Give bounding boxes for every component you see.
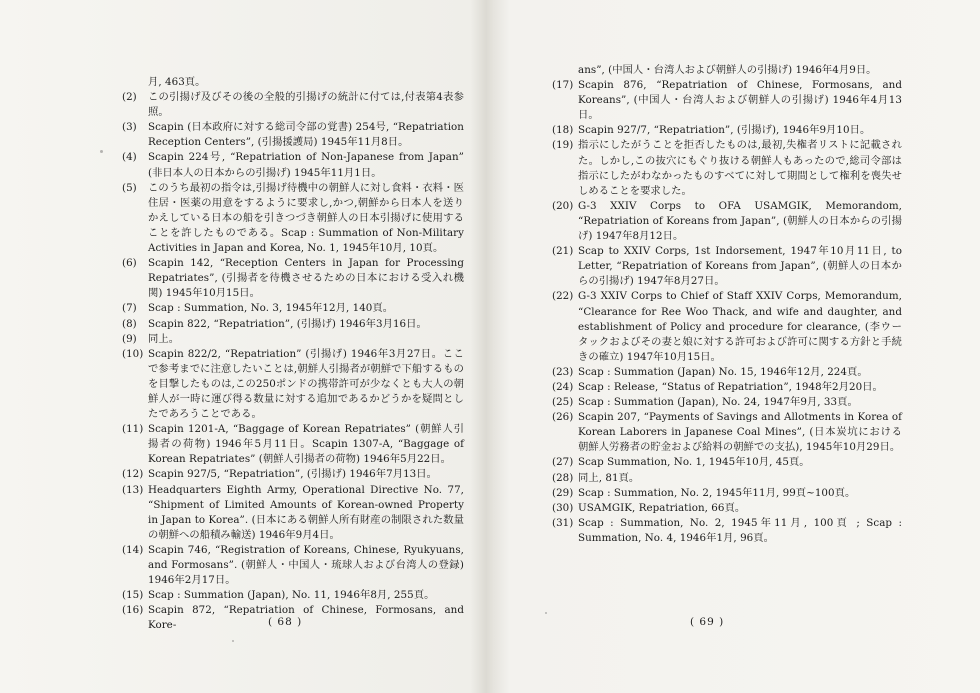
note-text: Scap to XXIV Corps, 1st Indorsement, 1947年10月11日, to Letter, “Repatriation of Koreans from Japan”, (朝鮮人の日本からの引揚げ) 1947年8月27日。 xyxy=(578,245,902,288)
note-text: このうち最初の指令は,引揚げ待機中の朝鮮人に対し食料・衣料・医住居・医薬の用意をするように要求し,かつ,朝鮮から日本人を送りかえしている日本の船を引きつづき朝鮮人の日本引揚げに使用することを許したものである。Scap : Summation of Non-Military Activities in Japan and Korea, No. 1, 1945年10月, 10頁。 xyxy=(148,181,464,255)
note-item xyxy=(122,422,464,467)
note-text: Scapin 822, “Repatriation”, (引揚げ) 1946年3月16日。 xyxy=(148,317,427,330)
note-number: (23) xyxy=(552,365,574,378)
note-item xyxy=(122,543,464,588)
note-number: (21) xyxy=(552,245,574,258)
note-item xyxy=(552,289,902,364)
note-item xyxy=(552,471,902,486)
note-text: Scapin 1201-A, “Baggage of Korean Repatriates” (朝鮮人引揚者の荷物) 1946年5月11日。Scapin 1307-A, “Baggage of Korean Repatriates” (朝鮮人引揚者の荷物) 1946年5月22日。 xyxy=(148,423,464,466)
note-text: Scapin 927/5, “Repatriation”, (引揚げ) 1946年7月13日。 xyxy=(148,468,437,481)
note-item xyxy=(122,120,464,150)
note-number: (25) xyxy=(552,396,574,409)
note-text: Scap : Summation, No. 2, 1945年11月, 100頁 ; Scap : Summation, No. 4, 1946年1月, 96頁。 xyxy=(578,516,902,544)
note-number: (27) xyxy=(552,456,574,469)
note-text: Scap : Release, “Status of Repatriation”, 1948年2月20日。 xyxy=(578,380,883,393)
note-text: Scapin 872, “Repatriation of Chinese, Formosans, and Kore- xyxy=(148,604,464,632)
note-number: (17) xyxy=(552,79,574,92)
note-number: (10) xyxy=(122,347,144,360)
note-text: 同上, 81頁。 xyxy=(578,471,640,484)
right-notes xyxy=(552,63,902,546)
note-item xyxy=(552,365,902,380)
note-number: (15) xyxy=(122,589,144,602)
note-text: Scapin (日本政府に対する総司令部の覚書) 254号, “Repatriation Reception Centers”, (引揚援護局) 1945年11月8日。 xyxy=(148,121,464,149)
note-item xyxy=(552,244,902,289)
scan-speck xyxy=(232,640,234,642)
note-item xyxy=(122,256,464,301)
note-item xyxy=(122,181,464,256)
note-number: (4) xyxy=(122,151,137,164)
note-item xyxy=(552,199,902,244)
note-item xyxy=(122,150,464,180)
right-page xyxy=(490,0,980,693)
note-item xyxy=(552,138,902,198)
page-number: ( 69 ) xyxy=(690,616,725,628)
note-list xyxy=(552,78,902,546)
note-text: Scap : Summation (Japan), No. 24, 1947年9月, 33頁。 xyxy=(578,396,858,409)
note-item xyxy=(552,486,902,501)
note-item xyxy=(552,380,902,395)
note-text: Scapin 746, “Registration of Koreans, Chinese, Ryukyuans, and Formosans”. (朝鮮人・中国人・琉球人および台湾人の登録) 1946年2月17日。 xyxy=(148,543,464,587)
note-item xyxy=(122,483,464,543)
note-text: G-3 XXIV Corps to Chief of Staff XXIV Corps, Memorandum, “Clearance for Ree Woo Thack, and wife and daughter, and establishment of Policy and procedure for clearance, (李ウータックおよびその妻と娘に対する許可および許可に関する方針と手続きの確立) 1947年10月15日。 xyxy=(578,290,902,363)
note-item xyxy=(552,410,902,455)
note-item xyxy=(552,78,902,123)
note-text: Scapin 927/7, “Repatriation”, (引揚げ), 1946年9月10日。 xyxy=(578,124,871,137)
note-text: Scapin 207, “Payments of Savings and Allotments in Korea of Korean Laborers in Japanese Coal Mines”, (日本炭坑における朝鮮人労務者の貯金および給料の朝鮮での支払), 1945年10月29日。 xyxy=(578,411,902,454)
note-item xyxy=(122,317,464,332)
note-number: (9) xyxy=(122,332,137,345)
continuation-line: 月, 463頁。 xyxy=(148,76,206,88)
note-item xyxy=(552,501,902,516)
note-text: この引揚げ及びその後の全般的引揚げの統計に付ては,付表第4表参照。 xyxy=(148,91,464,119)
note-number: (28) xyxy=(552,471,574,484)
note-number: (6) xyxy=(122,257,137,270)
note-number: (30) xyxy=(552,501,574,514)
note-item xyxy=(122,347,464,422)
note-number: (24) xyxy=(552,380,574,393)
note-number: (26) xyxy=(552,411,574,424)
note-number: (8) xyxy=(122,317,137,330)
note-text: 同上。 xyxy=(148,332,180,345)
note-number: (2) xyxy=(122,91,137,104)
note-item xyxy=(552,123,902,138)
note-text: Headquarters Eighth Army, Operational Directive No. 77, “Shipment of Limited Amounts of Korean-owned Property in Japan to Korea”. (日本にある朝鮮人所有財産の制限された数量の朝鮮への船積み輸送) 1946年9月4日。 xyxy=(148,483,464,541)
note-text: Scap : Summation (Japan), No. 11, 1946年8月, 255頁。 xyxy=(148,589,435,602)
note-number: (5) xyxy=(122,181,137,194)
note-number: (13) xyxy=(122,483,144,496)
note-item xyxy=(122,588,464,603)
note-text: Scap : Summation, No. 2, 1945年11月, 99頁~100頁。 xyxy=(578,486,856,499)
scan-speck xyxy=(100,150,103,153)
note-item xyxy=(122,90,464,120)
page-number: ( 68 ) xyxy=(268,616,303,628)
note-number: (14) xyxy=(122,543,144,556)
note-text: Scapin 876, “Repatriation of Chinese, Formosans, and Koreans”, (中国人・台湾人および朝鮮人の引揚げ) 1946年4月13日。 xyxy=(578,79,902,122)
note-item xyxy=(552,395,902,410)
note-number: (7) xyxy=(122,302,137,315)
note-item xyxy=(122,301,464,316)
note-list xyxy=(122,90,464,633)
note-number: (31) xyxy=(552,516,574,529)
note-text: Scap : Summation, No. 3, 1945年12月, 140頁。 xyxy=(148,302,394,315)
note-item xyxy=(552,516,902,546)
note-text: Scapin 224号, “Repatriation of Non-Japanese from Japan” (非日本人の日本からの引揚げ) 1945年11月1日。 xyxy=(148,151,464,179)
note-text: G-3 XXIV Corps to OFA USAMGIK, Memorandom, “Repatriation of Koreans from Japan”, (朝鮮人の日本からの引揚げ) 1947年8月12日。 xyxy=(578,199,902,243)
note-number: (16) xyxy=(122,604,144,617)
note-text: Scap Summation, No. 1, 1945年10月, 45頁。 xyxy=(578,456,810,469)
note-item xyxy=(552,455,902,470)
note-number: (29) xyxy=(552,486,574,499)
note-text: USAMGIK, Repatriation, 66頁。 xyxy=(578,501,746,514)
left-notes xyxy=(122,75,464,633)
note-text: 指示にしたがうことを拒否したものは,最初,失権者リストに記載された。しかし,この抜穴にもぐり抜ける朝鮮人もあったので,総司令部は指示にしたがわなかったものすべてに対して期間として権利を喪失せしめることを要求した。 xyxy=(578,139,902,197)
note-number: (11) xyxy=(122,423,144,436)
note-number: (20) xyxy=(552,199,574,212)
note-number: (3) xyxy=(122,121,137,134)
note-number: (19) xyxy=(552,139,574,152)
note-text: Scapin 822/2, “Repatriation” (引揚げ) 1946年3月27日。ここで参考までに注意したいことは,朝鮮人引揚者が朝鮮で下船するものを目撃したものは,この250ポンドの携帯許可が少なくとも大人の朝鮮人が一時に運び得る数量に対する追加であるかどうかを疑問としたであろうことである。 xyxy=(148,347,464,421)
note-number: (22) xyxy=(552,290,574,303)
note-item xyxy=(122,467,464,482)
scan-speck xyxy=(545,612,547,614)
note-number: (18) xyxy=(552,124,574,137)
continuation-line: ans”, (中国人・台湾人および朝鮮人の引揚げ) 1946年4月9日。 xyxy=(578,64,877,76)
note-number: (12) xyxy=(122,468,144,481)
note-item xyxy=(122,332,464,347)
note-text: Scap : Summation (Japan) No. 15, 1946年12月, 224頁。 xyxy=(578,365,868,378)
note-text: Scapin 142, “Reception Centers in Japan for Processing Repatriates”, (引揚者を待機させるための日本における受入れ機関) 1945年10月15日。 xyxy=(148,257,464,300)
